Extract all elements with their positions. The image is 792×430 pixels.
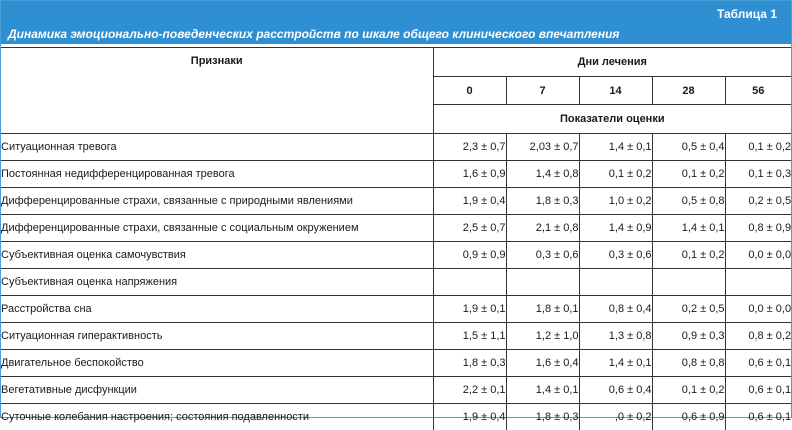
value-cell: 0,3 ± 0,6 xyxy=(579,242,652,269)
value-cell: 1,9 ± 0,4 xyxy=(433,404,506,430)
value-cell: 0,6 ± 0,4 xyxy=(579,377,652,404)
value-cell: 1,3 ± 0,8 xyxy=(579,323,652,350)
value-cell: 2,3 ± 0,7 xyxy=(433,134,506,161)
value-cell: 0,1 ± 0,2 xyxy=(579,161,652,188)
value-cell xyxy=(579,269,652,296)
table-row xyxy=(1,377,791,404)
table-row xyxy=(1,161,791,188)
day-header-0: 0 xyxy=(433,77,506,105)
table-row xyxy=(1,350,791,377)
value-cell: 1,8 ± 0,3 xyxy=(506,188,579,215)
value-cell: 0,8 ± 0,2 xyxy=(725,323,791,350)
days-column-header: Дни лечения xyxy=(433,48,791,77)
value-cell: 2,5 ± 0,7 xyxy=(433,215,506,242)
value-cell: 1,4 ± 0,1 xyxy=(579,350,652,377)
value-cell: 0,9 ± 0,9 xyxy=(433,242,506,269)
table-row xyxy=(1,188,791,215)
row-label: Ситуационная гиперактивность xyxy=(1,323,433,350)
table-row xyxy=(1,242,791,269)
value-cell: 0,1 ± 0,3 xyxy=(725,161,791,188)
row-label: Субъективная оценка напряжения xyxy=(1,269,433,296)
value-cell: 2,03 ± 0,7 xyxy=(506,134,579,161)
value-cell: 1,4 ± 0,1 xyxy=(652,215,725,242)
day-header-56: 56 xyxy=(725,77,791,105)
value-cell: 1,6 ± 0,9 xyxy=(433,161,506,188)
row-label: Дифференцированные страхи, связанные с природными явлениями xyxy=(1,188,433,215)
value-cell: 2,1 ± 0,8 xyxy=(506,215,579,242)
value-cell: 1,9 ± 0,1 xyxy=(433,296,506,323)
value-cell: 0,8 ± 0,9 xyxy=(725,215,791,242)
row-label: Вегетативные дисфункции xyxy=(1,377,433,404)
table-header-bar xyxy=(1,1,791,44)
value-cell: 0,8 ± 0,4 xyxy=(579,296,652,323)
value-cell: 1,5 ± 1,1 xyxy=(433,323,506,350)
value-cell: 2,2 ± 0,1 xyxy=(433,377,506,404)
value-cell: 1,2 ± 1,0 xyxy=(506,323,579,350)
row-label: Ситуационная тревога xyxy=(1,134,433,161)
table-row xyxy=(1,215,791,242)
value-cell: 1,9 ± 0,4 xyxy=(433,188,506,215)
value-cell: 1,8 ± 0,3 xyxy=(433,350,506,377)
value-cell: 1,8 ± 0,3 xyxy=(506,404,579,430)
value-cell xyxy=(652,269,725,296)
value-cell: 1,6 ± 0,4 xyxy=(506,350,579,377)
row-label: Суточные колебания настроения; состояния подавленности xyxy=(1,404,433,430)
value-cell xyxy=(506,269,579,296)
value-cell xyxy=(433,269,506,296)
value-cell: 0,1 ± 0,2 xyxy=(652,161,725,188)
scores-header: Показатели оценки xyxy=(433,105,791,134)
value-cell: 0,2 ± 0,5 xyxy=(725,188,791,215)
row-label: Дифференцированные страхи, связанные с социальным окружением xyxy=(1,215,433,242)
value-cell: 0,2 ± 0,5 xyxy=(652,296,725,323)
value-cell: 1,0 ± 0,2 xyxy=(579,188,652,215)
value-cell: 0,1 ± 0,2 xyxy=(652,242,725,269)
day-header-14: 14 xyxy=(579,77,652,105)
value-cell: 0,1 ± 0,2 xyxy=(652,377,725,404)
table-body xyxy=(1,134,791,430)
row-label: Постоянная недифференцированная тревога xyxy=(1,161,433,188)
value-cell: 0,8 ± 0,8 xyxy=(652,350,725,377)
table-row xyxy=(1,404,791,430)
row-label: Двигательное беспокойство xyxy=(1,350,433,377)
value-cell: 0,0 ± 0,0 xyxy=(725,242,791,269)
value-cell: 1,4 ± 0,8 xyxy=(506,161,579,188)
feature-column-header: Признаки xyxy=(1,48,433,134)
table-row xyxy=(1,269,791,296)
value-cell: 0,5 ± 0,8 xyxy=(652,188,725,215)
day-header-28: 28 xyxy=(652,77,725,105)
table-row xyxy=(1,134,791,161)
value-cell: 0,1 ± 0,2 xyxy=(725,134,791,161)
value-cell: 1,4 ± 0,9 xyxy=(579,215,652,242)
value-cell: ,0 ± 0,2 xyxy=(579,404,652,430)
table-number: Таблица 1 xyxy=(717,7,777,21)
row-label: Расстройства сна xyxy=(1,296,433,323)
value-cell: 0,3 ± 0,6 xyxy=(506,242,579,269)
data-table xyxy=(1,47,791,430)
table-title: Динамика эмоционально-поведенческих расстройств по шкале общего клинического впечатления xyxy=(8,27,620,41)
value-cell: 0,9 ± 0,3 xyxy=(652,323,725,350)
value-cell: 1,4 ± 0,1 xyxy=(506,377,579,404)
value-cell: 0,6 ± 0,1 xyxy=(725,377,791,404)
table-row xyxy=(1,296,791,323)
value-cell: 0,0 ± 0,0 xyxy=(725,296,791,323)
value-cell: 0,5 ± 0,4 xyxy=(652,134,725,161)
table-row xyxy=(1,323,791,350)
value-cell: 1,4 ± 0,1 xyxy=(579,134,652,161)
row-label: Субъективная оценка самочувствия xyxy=(1,242,433,269)
value-cell: 0,6 ± 0,1 xyxy=(725,404,791,430)
value-cell: 0,6 ± 0,9 xyxy=(652,404,725,430)
value-cell: 1,8 ± 0,1 xyxy=(506,296,579,323)
value-cell xyxy=(725,269,791,296)
day-header-7: 7 xyxy=(506,77,579,105)
value-cell: 0,6 ± 0,1 xyxy=(725,350,791,377)
